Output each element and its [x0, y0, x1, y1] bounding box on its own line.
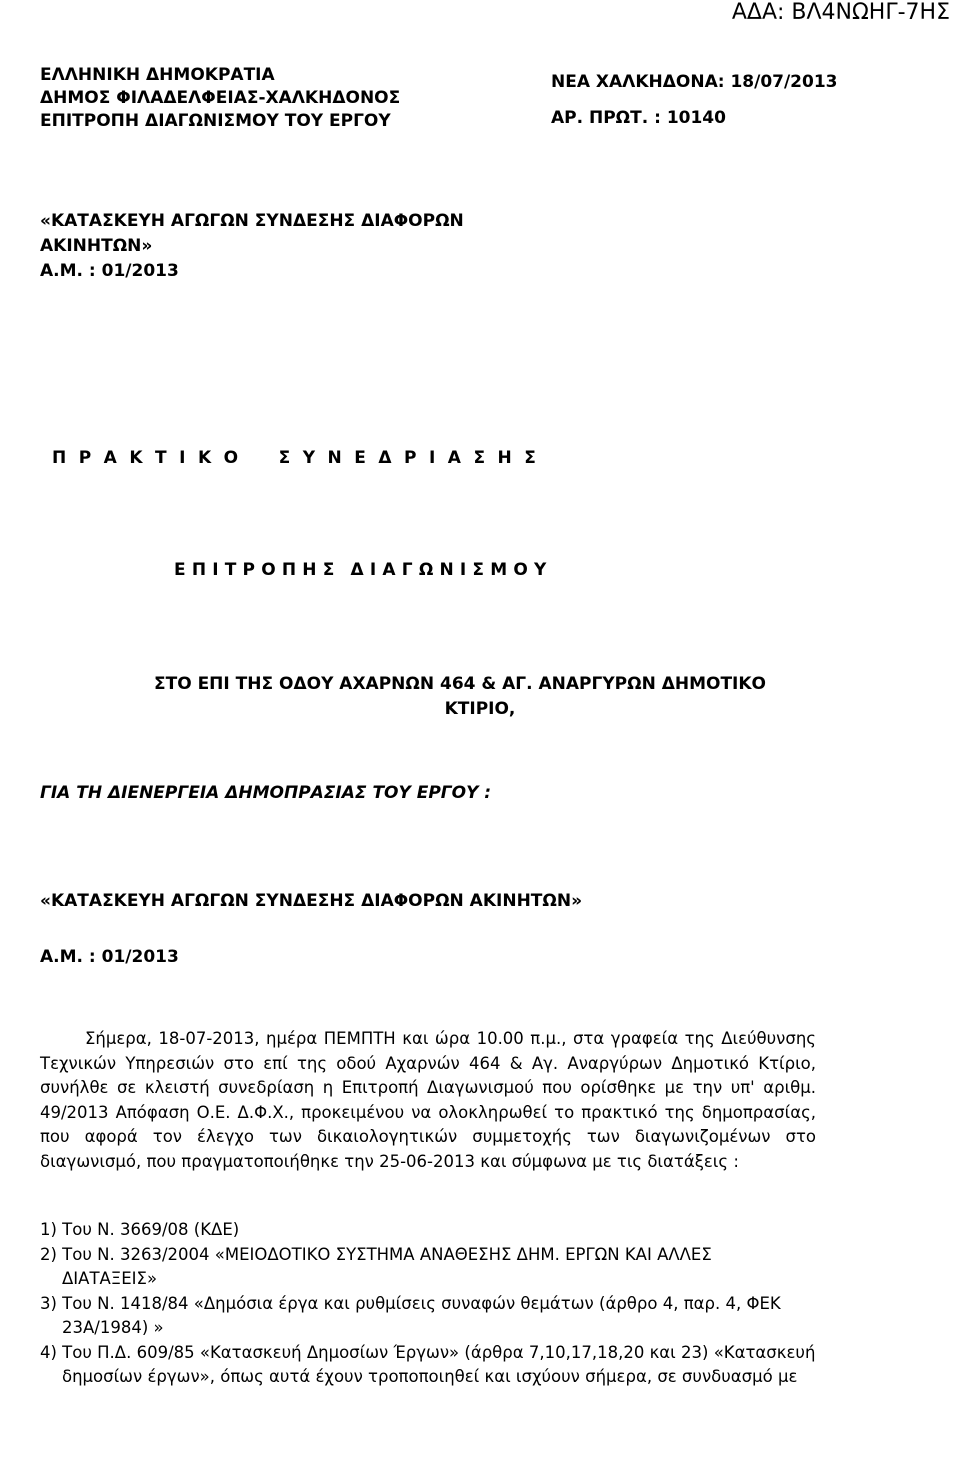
meeting-purpose: ΓΙΑ ΤΗ ΔΙΕΝΕΡΓΕΙΑ ΔΗΜΟΠΡΑΣΙΑΣ ΤΟΥ ΕΡΓΟΥ : [40, 783, 492, 803]
document-date: ΝΕΑ ΧΑΛΚΗΔΟΝΑ: 18/07/2013 [551, 72, 838, 92]
list-item-text: 4) Του Π.Δ. 609/85 «Κατασκευή Δημοσίων Έργων» (άρθρα 7,10,17,18,20 και 23) «Κατασκευή [40, 1342, 816, 1362]
ada-code: ΑΔΑ: ΒΛ4ΝΩΗΓ-7ΗΣ [731, 0, 950, 25]
issuer-line-country: ΕΛΛΗΝΙΚΗ ΔΗΜΟΚΡΑΤΙΑ [40, 65, 275, 85]
document-subtitle [174, 560, 774, 580]
project-am: Α.Μ. : 01/2013 [40, 261, 179, 281]
list-item [40, 1292, 820, 1341]
meeting-location [40, 672, 920, 722]
protocol-number: ΑΡ. ΠΡΩΤ. : 10140 [551, 108, 726, 128]
minutes-paragraph [40, 1027, 816, 1174]
issuer-line-committee: ΕΠΙΤΡΟΠΗ ΔΙΑΓΩΝΙΣΜΟΥ ΤΟΥ ΕΡΓΟΥ [40, 111, 391, 131]
date-protocol-block [551, 64, 838, 136]
list-item-continuation: 23Α/1984) » [62, 1318, 164, 1337]
issuer-line-municipality: ΔΗΜΟΣ ΦΙΛΑΔΕΛΦΕΙΑΣ-ΧΑΛΚΗΔΟΝΟΣ [40, 88, 401, 108]
subtitle-word-1: ΕΠΙΤΡΟΠΗΣ [174, 560, 341, 580]
paragraph-indent [40, 1029, 85, 1048]
issuer-header [40, 64, 480, 133]
list-item: 1) Του Ν. 3669/08 (ΚΔΕ) [40, 1220, 240, 1239]
list-item-continuation: ΔΙΑΤΑΞΕΙΣ» [62, 1269, 158, 1288]
project-reference [40, 209, 580, 284]
title-word-2: ΣΥΝΕΔΡΙΑΣΗΣ [278, 448, 549, 468]
list-item-text: 3) Του Ν. 1418/84 «Δημόσια έργα και ρυθμίσεις συναφών θεμάτων (άρθρο 4, παρ. 4, ΦΕΚ [40, 1293, 781, 1313]
paragraph-text: Σήμερα, 18-07-2013, ημέρα ΠΕΜΠΤΗ και ώρα 10.00 π.μ., στα γραφεία της Διεύθυνσης Τεχνικών Υπηρεσιών στο επί της οδού Αχαρνών 464 & Αγ. Αναργύρων Δημοτικό Κτίριο, συνήλθε σε κλειστή συνεδρίαση η Επιτροπή Διαγωνισμού που ορίσθηκε με την υπ' αριθμ. 49/2013 Απόφαση Ο.Ε. Δ.Φ.Χ., προκειμένου να ολοκληρωθεί το πρακτικό της δημοπρασίας, που αφορά τον έλεγχο των δικαιολογητικών συμμετοχής των διαγωνιζομένων στο διαγωνισμό, που πραγματοποιήθηκε την 25-06-2013 και σύμφωνα με τις διατάξεις : [40, 1029, 816, 1171]
title-word-1: ΠΡΑΚΤΙΚΟ [52, 448, 251, 468]
project-am-repeat: Α.Μ. : 01/2013 [40, 947, 179, 967]
project-title-repeat: «ΚΑΤΑΣΚΕΥΗ ΑΓΩΓΩΝ ΣΥΝΔΕΣΗΣ ΔΙΑΦΟΡΩΝ ΑΚΙΝΗΤΩΝ» [40, 891, 583, 911]
location-line2: ΚΤΙΡΙΟ, [444, 699, 516, 719]
list-item-text: 2) Του Ν. 3263/2004 «ΜΕΙΟΔΟΤΙΚΟ ΣΥΣΤΗΜΑ ΑΝΑΘΕΣΗΣ ΔΗΜ. ΕΡΓΩΝ ΚΑΙ ΑΛΛΕΣ [40, 1244, 712, 1264]
list-item-continuation: δημοσίων έργων», όπως αυτά έχουν τροποποιηθεί και ισχύουν σήμερα, σε συνδυασμό με [62, 1367, 798, 1386]
list-item [40, 1341, 820, 1390]
subtitle-word-2: ΔΙΑΓΩΝΙΣΜΟΥ [350, 560, 553, 580]
project-title-line1: «ΚΑΤΑΣΚΕΥΗ ΑΓΩΓΩΝ ΣΥΝΔΕΣΗΣ ΔΙΑΦΟΡΩΝ [40, 211, 464, 231]
location-line1: ΣΤΟ ΕΠΙ ΤΗΣ ΟΔΟΥ ΑΧΑΡΝΩΝ 464 & ΑΓ. ΑΝΑΡΓΥΡΩΝ ΔΗΜΟΤΙΚΟ [153, 674, 767, 694]
project-title-line2: ΑΚΙΝΗΤΩΝ» [40, 236, 153, 256]
list-item [40, 1243, 820, 1292]
document-title [52, 448, 772, 468]
legal-provisions-list [40, 1218, 820, 1390]
